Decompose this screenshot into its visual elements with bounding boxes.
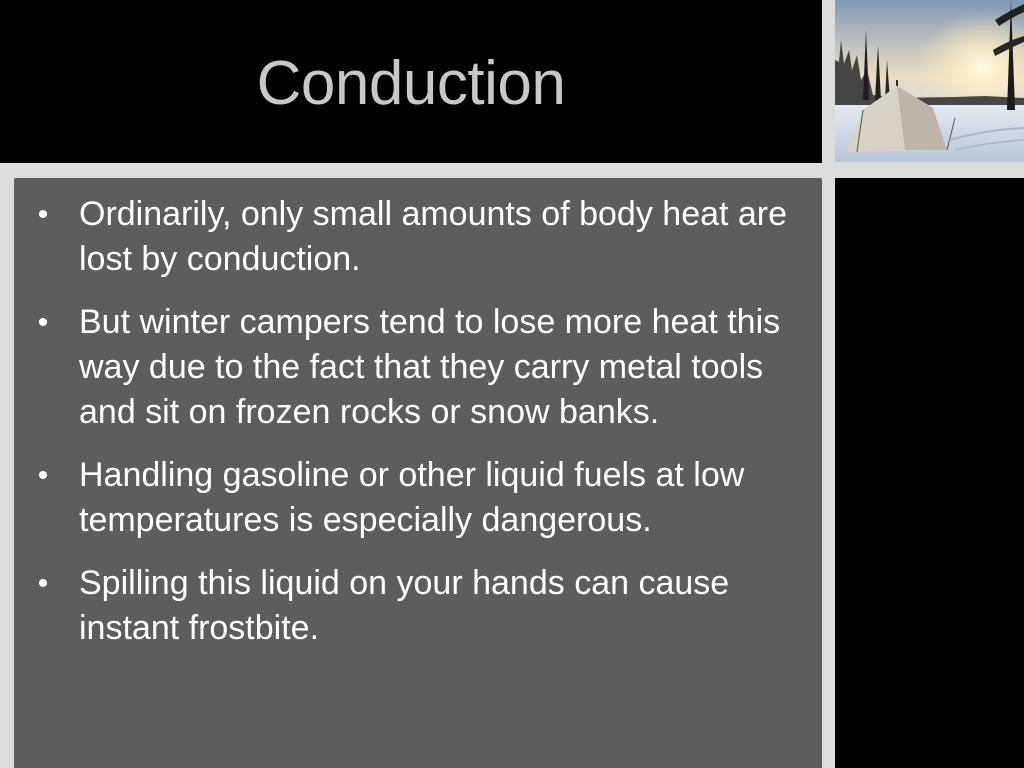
bullet-icon: • — [37, 567, 49, 600]
content-panel — [14, 178, 822, 768]
bullet-icon: • — [37, 198, 49, 231]
bullet-item — [14, 300, 822, 435]
bullet-text: Spilling this liquid on your hands can cause instant frostbite. — [79, 564, 730, 647]
bullet-list — [14, 192, 822, 669]
bullet-item — [14, 453, 822, 543]
side-panel — [835, 178, 1024, 768]
bullet-text: But winter campers tend to lose more heat this way due to the fact that they carry metal tools and sit on frozen rocks or snow banks. — [79, 303, 781, 431]
bullet-item — [14, 192, 822, 282]
bullet-icon: • — [37, 459, 49, 492]
photo-illustration — [835, 0, 1024, 162]
bullet-text: Handling gasoline or other liquid fuels at low temperatures is especially dangerous. — [79, 456, 745, 539]
bullet-text: Ordinarily, only small amounts of body heat are lost by conduction. — [79, 195, 788, 278]
bullet-icon: • — [37, 306, 49, 339]
bullet-item — [14, 561, 822, 651]
title-bar — [0, 0, 822, 163]
slide-title: Conduction — [256, 49, 566, 118]
winter-camp-tent-photo — [835, 0, 1024, 162]
